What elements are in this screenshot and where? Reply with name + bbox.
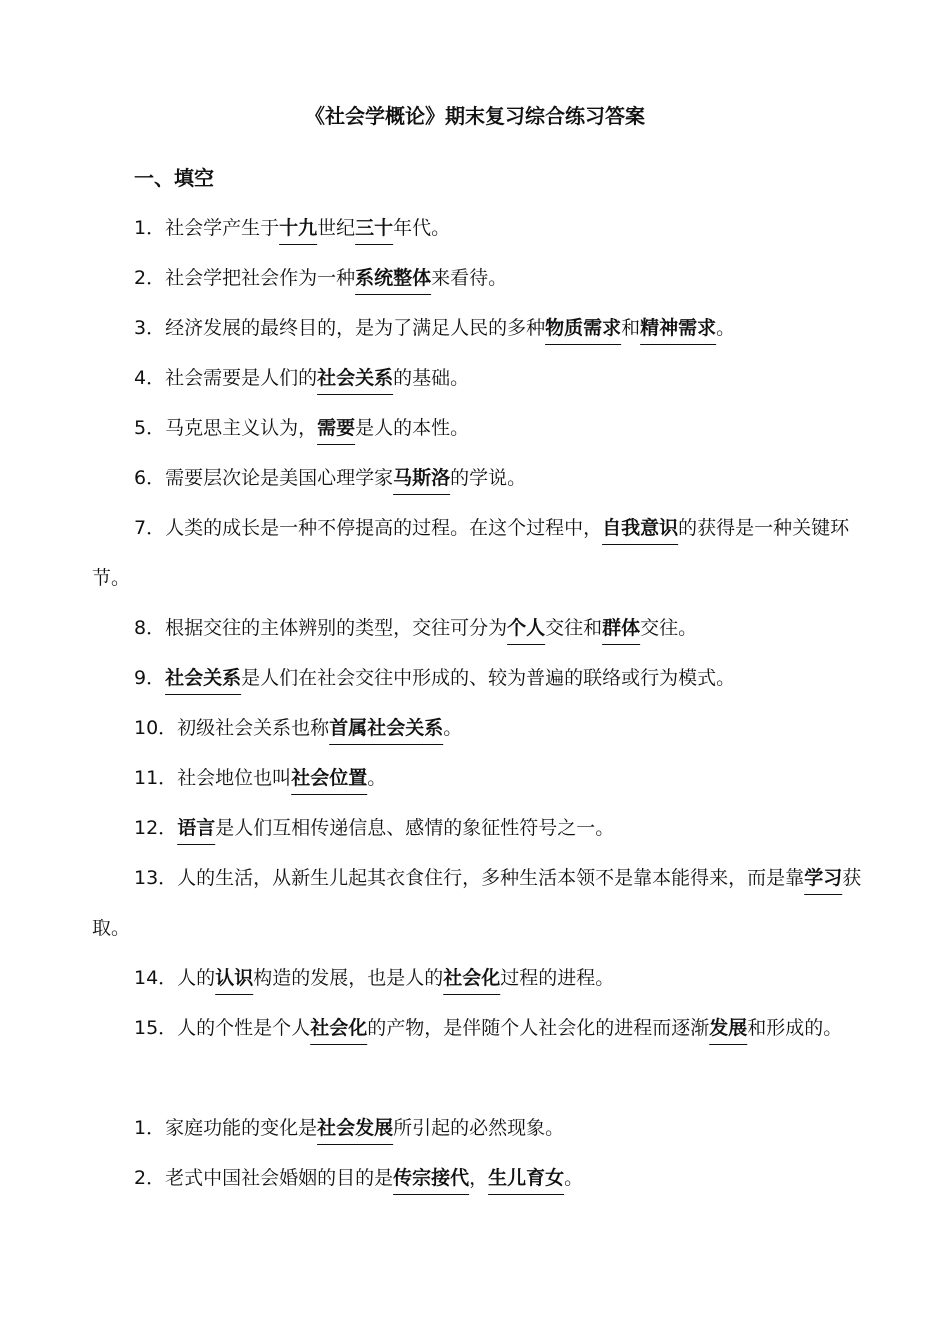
question-text: 过程的进程。 (500, 967, 615, 989)
question-text: 交往。 (640, 617, 698, 639)
question-text: 的产物，是伴随个人社会化的进程而逐渐 (367, 1017, 710, 1039)
question-text: 是人们在社会交往中形成的、较为普遍的联络或行为模式。 (241, 667, 736, 689)
fill-blank-item (92, 403, 867, 453)
section-heading: 一、填空 (134, 166, 214, 190)
question-text: 和形成的。 (747, 1017, 843, 1039)
question-text: 1．社会学产生于 (134, 217, 280, 239)
question-text: 的学说。 (450, 467, 527, 489)
question-text: 所引起的必然现象。 (393, 1117, 565, 1139)
question-text: 是人们互相传递信息、感情的象征性符号之一。 (215, 817, 615, 839)
answer-text: 需要 (317, 417, 356, 439)
question-text: 。 (367, 767, 387, 789)
fill-blank-item (92, 1103, 867, 1153)
answer-text: 个人 (507, 617, 546, 639)
answer-text: 社会发展 (317, 1117, 394, 1139)
answer-text: 精神需求 (640, 317, 717, 339)
fill-blank-item (92, 953, 867, 1003)
answer-text: 物质需求 (545, 317, 622, 339)
question-text: 8．根据交往的主体辨别的类型，交往可分为 (134, 617, 508, 639)
question-text: 年代。 (393, 217, 451, 239)
answer-text: 发展 (709, 1017, 748, 1039)
answer-text: 生儿育女 (488, 1167, 565, 1189)
question-text: 交往和 (545, 617, 603, 639)
question-text: 2．社会学把社会作为一种 (134, 267, 356, 289)
question-text: 7．人类的成长是一种不停提高的过程。在这个过程中， (134, 517, 603, 539)
question-text: 14．人的 (134, 967, 216, 989)
question-text: 世纪 (317, 217, 356, 239)
answer-text: 语言 (177, 817, 216, 839)
fill-blank-item (92, 753, 867, 803)
question-text: ， (469, 1167, 489, 1189)
question-text: 是人的本性。 (355, 417, 470, 439)
answer-text: 社会关系 (317, 367, 394, 389)
fill-blank-item (92, 453, 867, 503)
answer-text: 认识 (215, 967, 254, 989)
answer-text: 社会关系 (165, 667, 242, 689)
answer-text: 自我意识 (602, 517, 679, 539)
question-text: 。 (443, 717, 463, 739)
question-text: 4．社会需要是人们的 (134, 367, 318, 389)
question-text: 。 (564, 1167, 584, 1189)
question-text: 13．人的生活，从新生儿起其衣食住行，多种生活本领不是靠本能得来，而是靠 (134, 867, 805, 889)
answer-text: 系统整体 (355, 267, 432, 289)
answer-text: 社会位置 (291, 767, 368, 789)
answer-text: 马斯洛 (393, 467, 451, 489)
fill-blank-item (92, 603, 867, 653)
answer-text: 首属社会关系 (329, 717, 444, 739)
question-text: 2．老式中国社会婚姻的目的是 (134, 1167, 394, 1189)
question-text: 3．经济发展的最终目的，是为了满足人民的多种 (134, 317, 546, 339)
question-text: 6．需要层次论是美国心理学家 (134, 467, 394, 489)
question-text: 9． (134, 667, 166, 689)
question-text: 15．人的个性是个人 (134, 1017, 311, 1039)
fill-blank-item (92, 503, 867, 603)
answer-text: 三十 (355, 217, 394, 239)
fill-blank-item (92, 853, 867, 953)
fill-blank-item (92, 803, 867, 853)
answer-text: 学习 (804, 867, 843, 889)
question-text: 1．家庭功能的变化是 (134, 1117, 318, 1139)
answer-text: 十九 (279, 217, 318, 239)
question-text: 11．社会地位也叫 (134, 767, 292, 789)
answer-text: 传宗接代 (393, 1167, 470, 1189)
fill-blank-item (92, 1153, 867, 1203)
question-text: 的基础。 (393, 367, 470, 389)
question-text: 的获得是一种关键环节。 (92, 517, 850, 589)
question-text: 5．马克思主义认为， (134, 417, 318, 439)
question-text: 10．初级社会关系也称 (134, 717, 330, 739)
fill-blank-item (92, 253, 867, 303)
answer-text: 社会化 (310, 1017, 368, 1039)
answer-text: 群体 (602, 617, 641, 639)
question-text: 构造的发展，也是人的 (253, 967, 444, 989)
question-text: 12． (134, 817, 178, 839)
fill-blank-item (92, 203, 867, 253)
question-text: 获取。 (92, 867, 862, 939)
question-text: 。 (716, 317, 736, 339)
fill-blank-item (92, 303, 867, 353)
question-text: 和 (621, 317, 641, 339)
question-text: 来看待。 (431, 267, 508, 289)
fill-blank-item (92, 653, 867, 703)
answer-text: 社会化 (443, 967, 501, 989)
fill-blank-item (92, 1003, 867, 1053)
fill-blank-item (92, 353, 867, 403)
fill-blank-item (92, 703, 867, 753)
document-title: 《社会学概论》期末复习综合练习答案 (305, 104, 645, 128)
